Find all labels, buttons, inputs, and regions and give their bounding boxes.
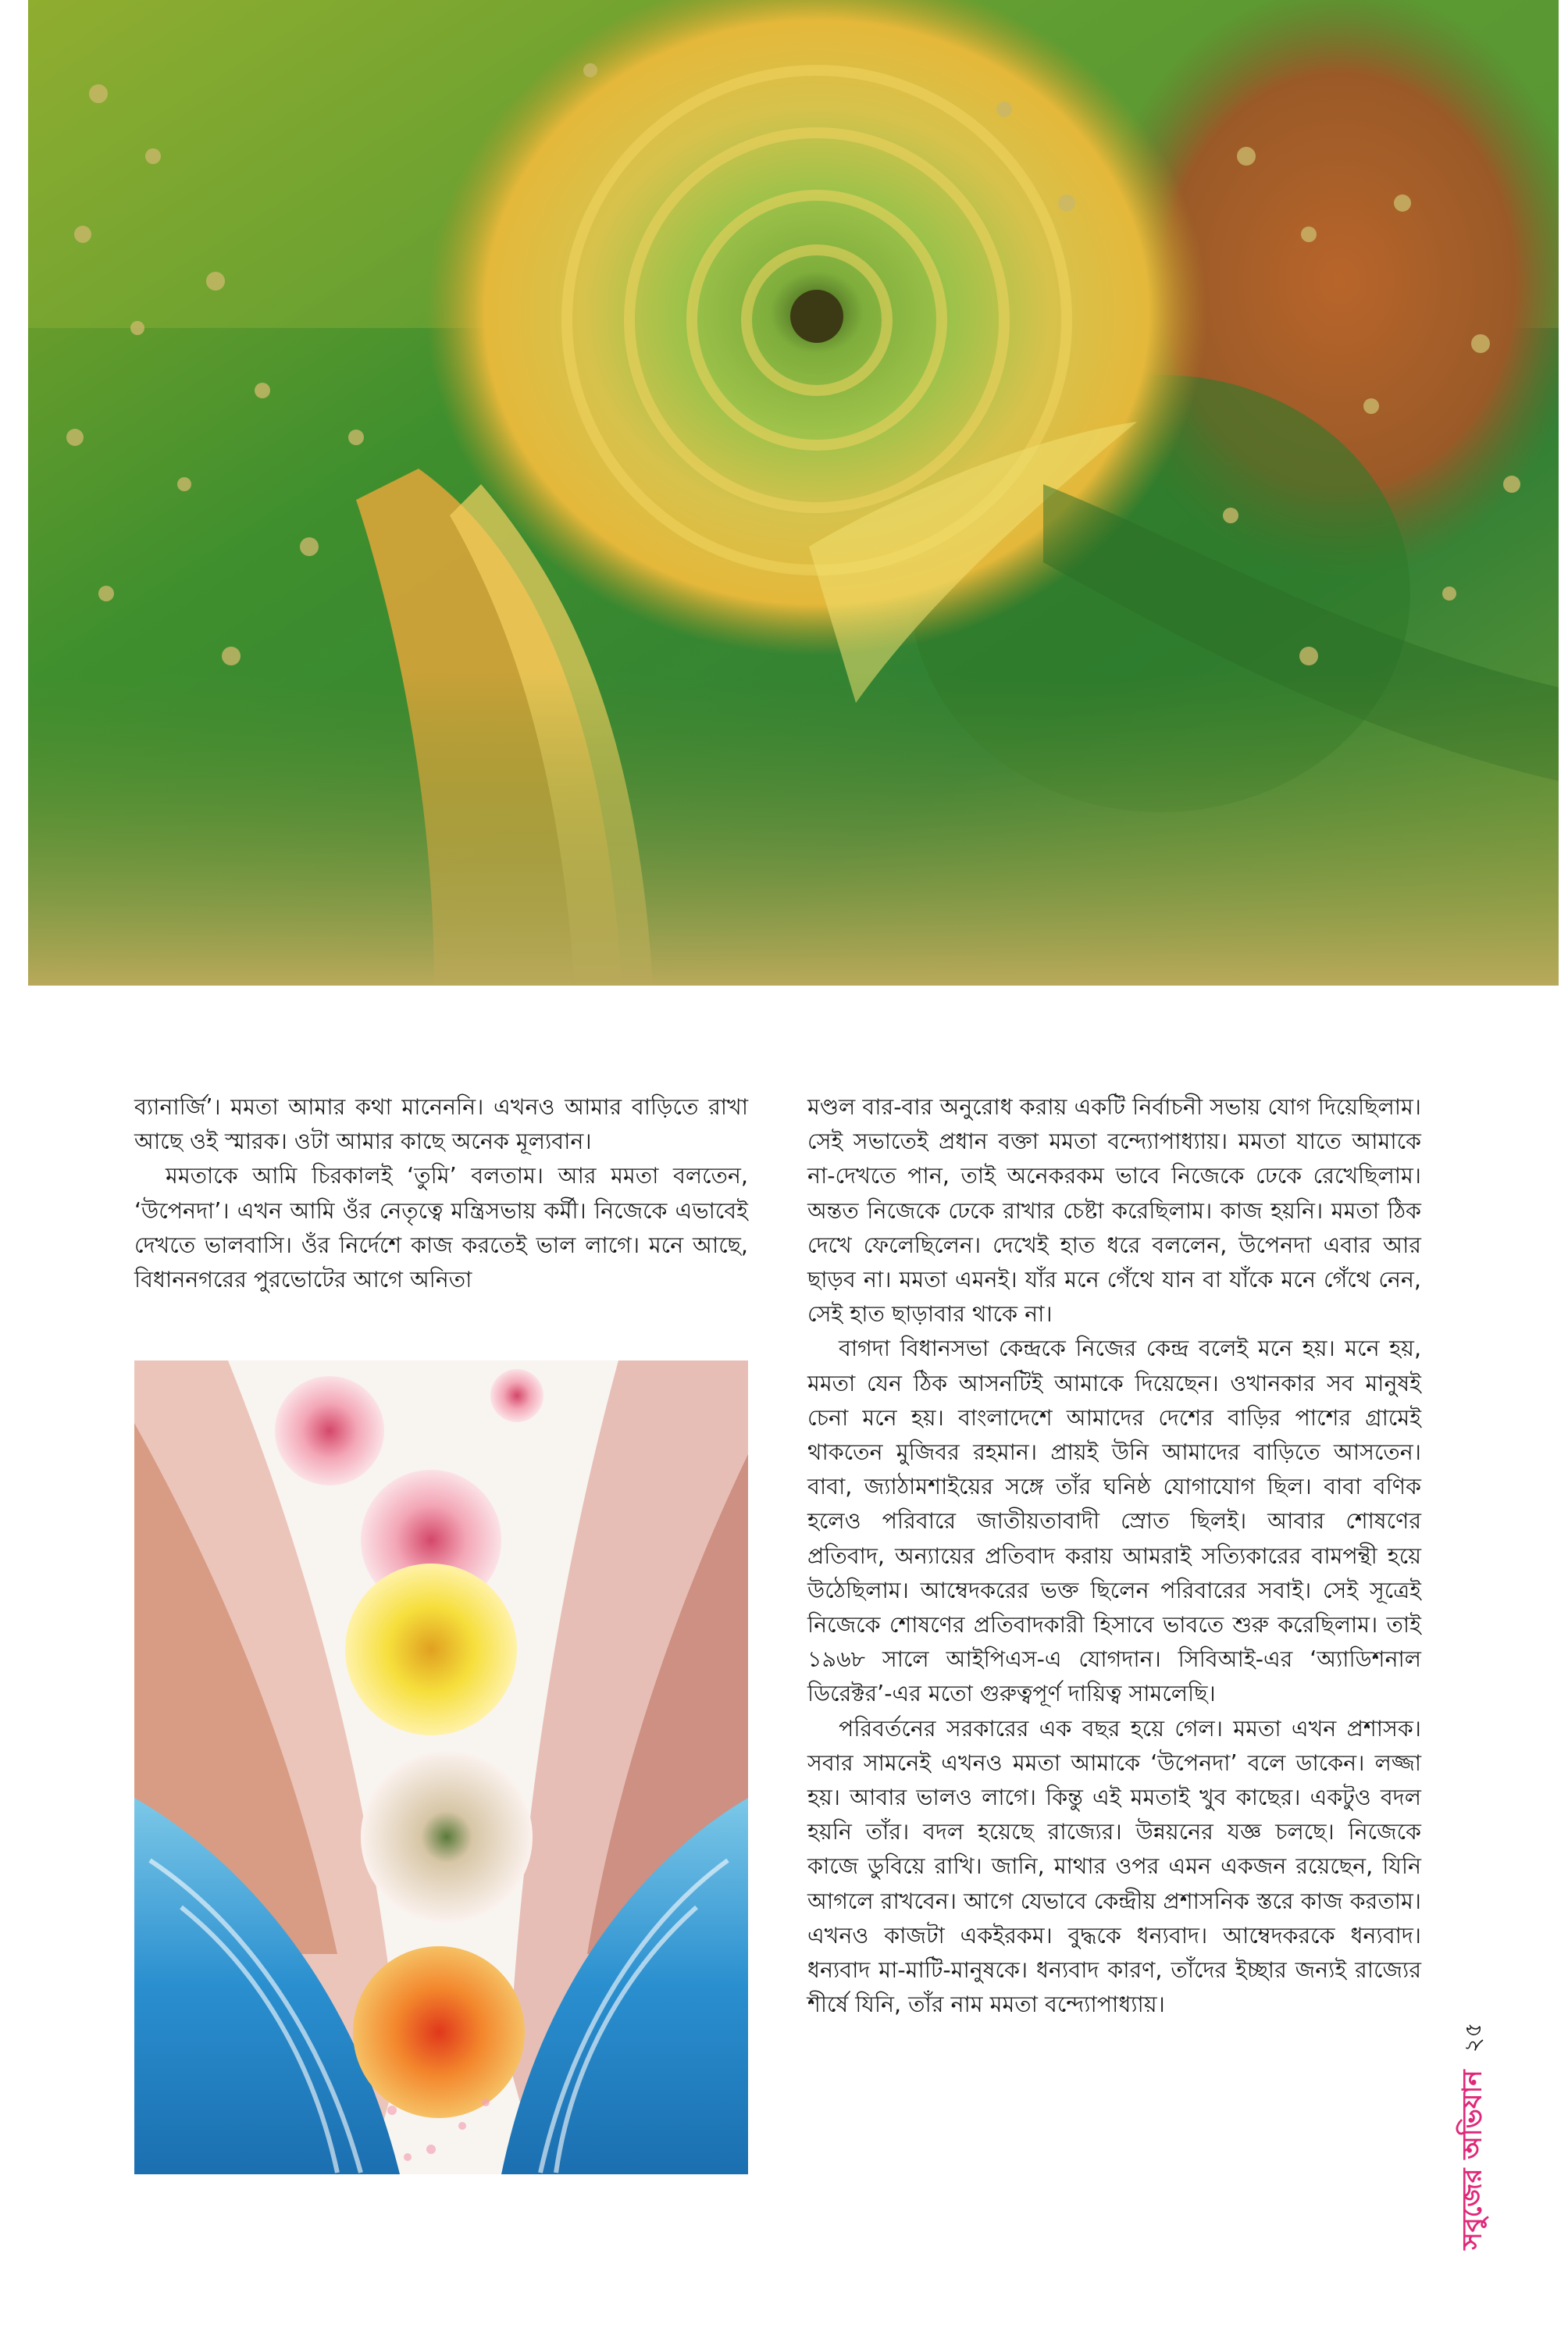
magazine-name: সবুজের অভিযান bbox=[1456, 2070, 1488, 2250]
article-right-column bbox=[807, 1090, 1421, 2022]
paragraph: মণ্ডল বার-বার অনুরোধ করায় একটি নির্বাচনী সভায় যোগ দিয়েছিলাম। সেই সভাতেই প্রধান বক্তা মমতা বন্দ্যোপাধ্যায়। মমতা যাতে আমাকে না-দেখতে পান, তাই অনেকরকম ভাবে নিজেকে ঢেকে রেখেছিলাম। অন্তত নিজেকে ঢেকে রাখার চেষ্টা করেছিলাম। কাজ হয়নি। মমতা ঠিক দেখে ফেলেছিলেন। দেখেই হাত ধরে বললেন, উপেনদা এবার আর ছাড়ব না। মমতা এমনই। যাঁর মনে গেঁথে যান বা যাঁকে মনে গেঁথে নেন, সেই হাত ছাড়াবার থাকে না। bbox=[807, 1094, 1421, 1328]
page-footer-sidebar bbox=[1451, 1968, 1498, 2304]
paragraph: ব্যানার্জি’। মমতা আমার কথা মানেননি। এখনও আমার বাড়িতে রাখা আছে ওই স্মারক। ওটা আমার কাছে অনেক মূল্যবান। bbox=[134, 1094, 748, 1155]
paragraph: মমতাকে আমি চিরকালই ‘তুমি’ বলতাম। আর মমতা বলতেন, ‘উপেনদা’। এখন আমি ওঁর নেতৃত্বে মন্ত্রিসভায় কর্মী। নিজেকে এভাবেই দেখতে ভালবাসি। ওঁর নির্দেশে কাজ করতেই ভাল লাগে। মনে আছে, বিধাননগরের পুরভোটের আগে অনিতা bbox=[134, 1163, 748, 1293]
page-number: ২৫ bbox=[1459, 2022, 1488, 2053]
article-left-column bbox=[134, 1090, 748, 1297]
paragraph: পরিবর্তনের সরকারের এক বছর হয়ে গেল। মমতা এখন প্রশাসক। সবার সামনেই এখনও মমতা আমাকে ‘উপেনদা’ বলে ডাকেন। লজ্জা হয়। আবার ভালও লাগে। কিন্তু এই মমতাই খুব কাছের। একটুও বদল হয়নি তাঁর। বদল হয়েছে রাজ্যের। উন্নয়নের যজ্ঞ চলছে। নিজেকে কাজে ডুবিয়ে রাখি। জানি, মাথার ওপর এমন একজন রয়েছেন, যিনি আগলে রাখবেন। আগে যেভাবে কেন্দ্রীয় প্রশাসনিক স্তরে কাজ করতাম। এখনও কাজটা একইরকম। বুদ্ধকে ধন্যবাদ। আম্বেদকরকে ধন্যবাদ। ধন্যবাদ মা-মাটি-মানুষকে। ধন্যবাদ কারণ, তাঁদের ইচ্ছার জন্যই রাজ্যের শীর্ষে যিনি, তাঁর নাম মমতা বন্দ্যোপাধ্যায়। bbox=[807, 1715, 1421, 2018]
paragraph: বাগদা বিধানসভা কেন্দ্রকে নিজের কেন্দ্র বলেই মনে হয়। মনে হয়, মমতা যেন ঠিক আসনটিই আমাকে দিয়েছেন। ওখানকার সব মানুষই চেনা মনে হয়। বাংলাদেশে আমাদের দেশের বাড়ির পাশের গ্রামেই থাকতেন মুজিবর রহমান। প্রায়ই উনি আমাদের বাড়িতে আসতেন। বাবা, জ্যাঠামশাইয়ের সঙ্গে তাঁর ঘনিষ্ঠ যোগাযোগ ছিল। বাবা বণিক হলেও পরিবারে জাতীয়তাবাদী স্রোত ছিলই। আবার শোষণের প্রতিবাদ, অন্যায়ের প্রতিবাদ করায় আমরাই সত্যিকারের বামপন্থী হয়ে উঠেছিলাম। আম্বেদকরের ভক্ত ছিলেন পরিবারের সবাই। সেই সূত্রেই নিজেকে শোষণের প্রতিবাদকারী হিসাবে ভাবতে শুরু করেছিলাম। তাই ১৯৬৮ সালে আইপিএস-এ যোগদান। সিবিআই-এর ‘অ্যাডিশনাল ডিরেক্টর’-এর মতো গুরুত্বপূর্ণ দায়িত্ব সামলেছি। bbox=[807, 1335, 1421, 1707]
flower-painting bbox=[134, 1360, 748, 2174]
top-painting bbox=[28, 0, 1559, 986]
